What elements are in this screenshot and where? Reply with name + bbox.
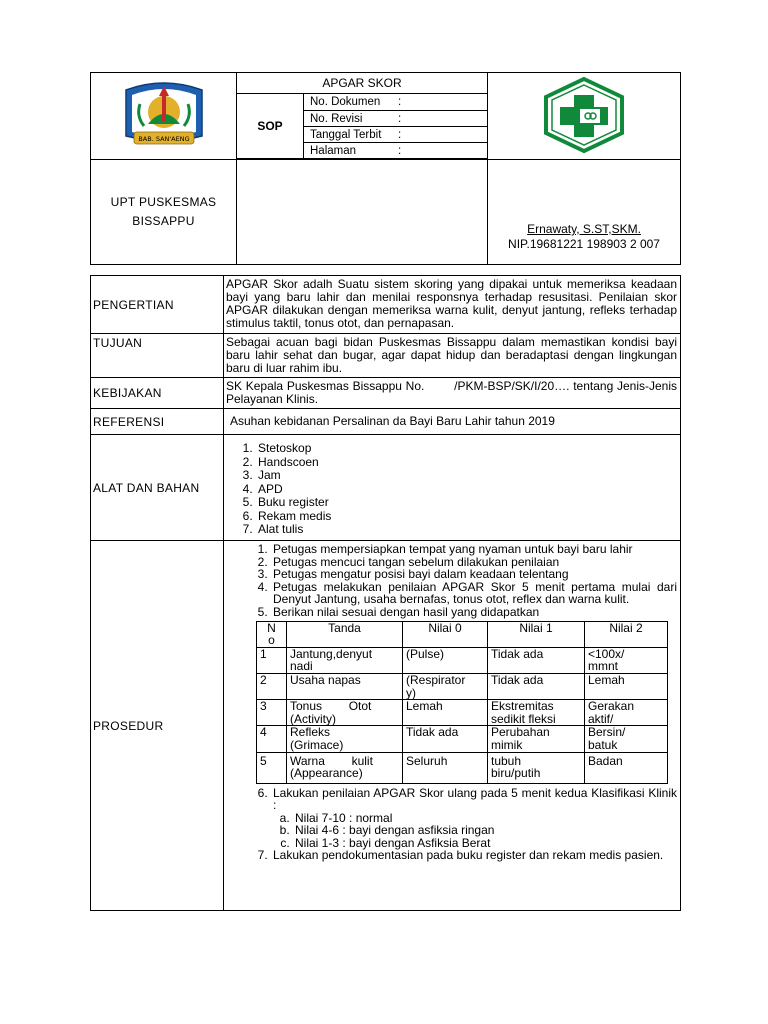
cell-nilai2: <100x/ mmnt bbox=[585, 647, 668, 673]
section-list-alat bbox=[224, 435, 681, 541]
section-label-alat: ALAT DAN BAHAN bbox=[91, 435, 224, 541]
unit-name-line1: UPT PUSKESMAS bbox=[110, 195, 217, 209]
cell-nilai2: Bersin/ batuk bbox=[585, 726, 668, 752]
doc-field-label: Halaman bbox=[310, 144, 357, 157]
list-item: 3. Petugas mengatur posisi bayi dalam keadaan telentang bbox=[271, 568, 677, 581]
doc-field-revisi bbox=[304, 111, 488, 127]
signer-nip: NIP.19681221 198903 2 007 bbox=[508, 237, 660, 251]
cell-no: 5 bbox=[257, 752, 287, 783]
list-item: a. Nilai 7-10 : normal bbox=[293, 812, 677, 825]
section-label-referensi: REFERENSI bbox=[91, 409, 224, 435]
list-item: 1. Stetoskop bbox=[256, 442, 677, 456]
cell-no: 4 bbox=[257, 726, 287, 752]
sop-label: SOP bbox=[237, 94, 304, 159]
doc-field-colon: : bbox=[398, 96, 402, 108]
document-title: APGAR SKOR bbox=[237, 73, 488, 94]
logo-banner-text: BAB. SAN'AENG bbox=[137, 134, 190, 143]
puskesmas-logo-cell bbox=[488, 73, 681, 160]
list-item: 6. Rekam medis bbox=[256, 510, 677, 524]
cell-nilai0: Lemah bbox=[403, 700, 488, 726]
section-prosedur-content bbox=[224, 541, 681, 911]
doc-field-label: No. Dokumen bbox=[310, 96, 381, 108]
table-row bbox=[257, 752, 668, 783]
cell-tanda: Usaha napas bbox=[287, 673, 403, 699]
step-text: Lakukan penilaian APGAR Skor ulang pada 5 menit kedua Klasifikasi Klinik : bbox=[273, 785, 677, 813]
cell-tanda: Tonus Otot (Activity) bbox=[287, 700, 403, 726]
section-text-kebijakan: SK Kepala Puskesmas Bissappu No. /PKM-BSP/SK/I/20…. tentang Jenis-Jenis Pelayanan Klinis. bbox=[224, 378, 681, 409]
cell-no: 2 bbox=[257, 673, 287, 699]
section-label-tujuan: TUJUAN bbox=[91, 334, 224, 378]
list-item: 3. Jam bbox=[256, 469, 677, 483]
list-item: b. Nilai 4-6 : bayi dengan asfiksia ringan bbox=[293, 824, 677, 837]
header-tanda: Tanda bbox=[287, 621, 403, 647]
doc-field-tanggal bbox=[304, 127, 488, 143]
unit-name-cell bbox=[91, 160, 237, 265]
section-label-pengertian: PENGERTIAN bbox=[91, 276, 224, 334]
unit-name-line2: BISSAPPU bbox=[132, 214, 195, 228]
list-item: 7. Lakukan pendokumentasian pada buku register dan rekam medis pasien. bbox=[271, 849, 677, 862]
section-text-pengertian: APGAR Skor adalh Suatu sistem skoring yang dipakai untuk memeriksa keadaan bayi yang baru lahir dan menilai responsnya terhadap resusitasi. Penilaian skor APGAR dilakukan dengan memeriksa warna kulit, denyut jantung, refleks terhadap stimulus taktil, tonus otot, dan pernapasan. bbox=[224, 276, 681, 334]
list-item: 2. Petugas mencuci tangan sebelum dilakukan penilaian bbox=[271, 556, 677, 569]
cell-nilai2: Lemah bbox=[585, 673, 668, 699]
regency-logo-icon bbox=[114, 74, 214, 156]
regency-logo-cell bbox=[91, 73, 237, 160]
table-row bbox=[257, 726, 668, 752]
signature-cell bbox=[488, 160, 681, 265]
cell-nilai2: Badan bbox=[585, 752, 668, 783]
sop-content-table bbox=[90, 275, 681, 911]
doc-field-colon: : bbox=[398, 128, 402, 141]
doc-field-colon: : bbox=[398, 112, 402, 125]
prosedur-steps bbox=[226, 543, 677, 862]
section-label-kebijakan: KEBIJAKAN bbox=[91, 378, 224, 409]
table-row bbox=[257, 700, 668, 726]
cell-tanda: Refleks (Grimace) bbox=[287, 726, 403, 752]
list-item: c. Nilai 1-3 : bayi dengan Asfiksia Berat bbox=[293, 837, 677, 850]
cell-nilai0: (Pulse) bbox=[403, 647, 488, 673]
header-nilai1: Nilai 1 bbox=[488, 621, 585, 647]
table-row bbox=[257, 673, 668, 699]
blank-signature-area bbox=[237, 160, 488, 265]
step-text: Berikan nilai sesuai dengan hasil yang didapatkan bbox=[273, 604, 540, 619]
doc-field-halaman bbox=[304, 143, 488, 159]
list-item: 4. APD bbox=[256, 483, 677, 497]
doc-field-label: Tanggal Terbit bbox=[310, 128, 382, 141]
doc-field-colon: : bbox=[398, 144, 402, 157]
cell-nilai0: Seluruh bbox=[403, 752, 488, 783]
section-text-referensi: Asuhan kebidanan Persalinan da Bayi Baru Lahir tahun 2019 bbox=[224, 409, 681, 435]
cell-nilai1: Tidak ada bbox=[488, 673, 585, 699]
list-item bbox=[260, 604, 677, 784]
section-label-prosedur: PROSEDUR bbox=[91, 541, 224, 911]
list-item: 5. Buku register bbox=[256, 496, 677, 510]
header-no: N o bbox=[257, 621, 287, 647]
list-item: 2. Handscoen bbox=[256, 456, 677, 470]
list-item: 4. Petugas melakukan penilaian APGAR Skor 5 menit pertama mulai dari Denyut Jantung, usaha bernafas, tonus otot, reflex dan warna kulit. bbox=[271, 581, 677, 606]
cell-nilai1: Perubahan mimik bbox=[488, 726, 585, 752]
section-text-tujuan: Sebagai acuan bagi bidan Puskesmas Bissappu dalam memastikan kondisi bayi baru lahir sehat dan bugar, agar dapat hidup dan beradaptasi dengan lingkungan baru di luar rahim ibu. bbox=[224, 334, 681, 378]
doc-field-dokumen bbox=[304, 94, 488, 111]
klasifikasi-list bbox=[273, 812, 677, 850]
cell-nilai1: Ekstremitas sedikit fleksi bbox=[488, 700, 585, 726]
cell-tanda: Warna kulit (Appearance) bbox=[287, 752, 403, 783]
cell-tanda: Jantung,denyut nadi bbox=[287, 647, 403, 673]
cell-nilai0: (Respirator y) bbox=[403, 673, 488, 699]
table-row bbox=[257, 647, 668, 673]
signer-name: Ernawaty, S.ST,SKM. bbox=[527, 222, 641, 236]
list-item: 1. Petugas mempersiapkan tempat yang nyaman untuk bayi baru lahir bbox=[271, 543, 677, 556]
cell-nilai2: Gerakan aktif/ bbox=[585, 700, 668, 726]
cell-nilai1: Tidak ada bbox=[488, 647, 585, 673]
cell-nilai0: Tidak ada bbox=[403, 726, 488, 752]
alat-list bbox=[226, 442, 677, 537]
cell-no: 1 bbox=[257, 647, 287, 673]
doc-field-label: No. Revisi bbox=[310, 112, 363, 125]
header-nilai0: Nilai 0 bbox=[403, 621, 488, 647]
sop-header-table bbox=[90, 72, 681, 265]
table-header-row bbox=[257, 621, 668, 647]
header-nilai2: Nilai 2 bbox=[585, 621, 668, 647]
cell-no: 3 bbox=[257, 700, 287, 726]
list-item: 7. Alat tulis bbox=[256, 523, 677, 537]
list-item bbox=[271, 787, 677, 850]
cell-nilai1: tubuh biru/putih bbox=[488, 752, 585, 783]
puskesmas-logo-icon bbox=[536, 75, 632, 155]
apgar-score-table bbox=[256, 621, 668, 784]
